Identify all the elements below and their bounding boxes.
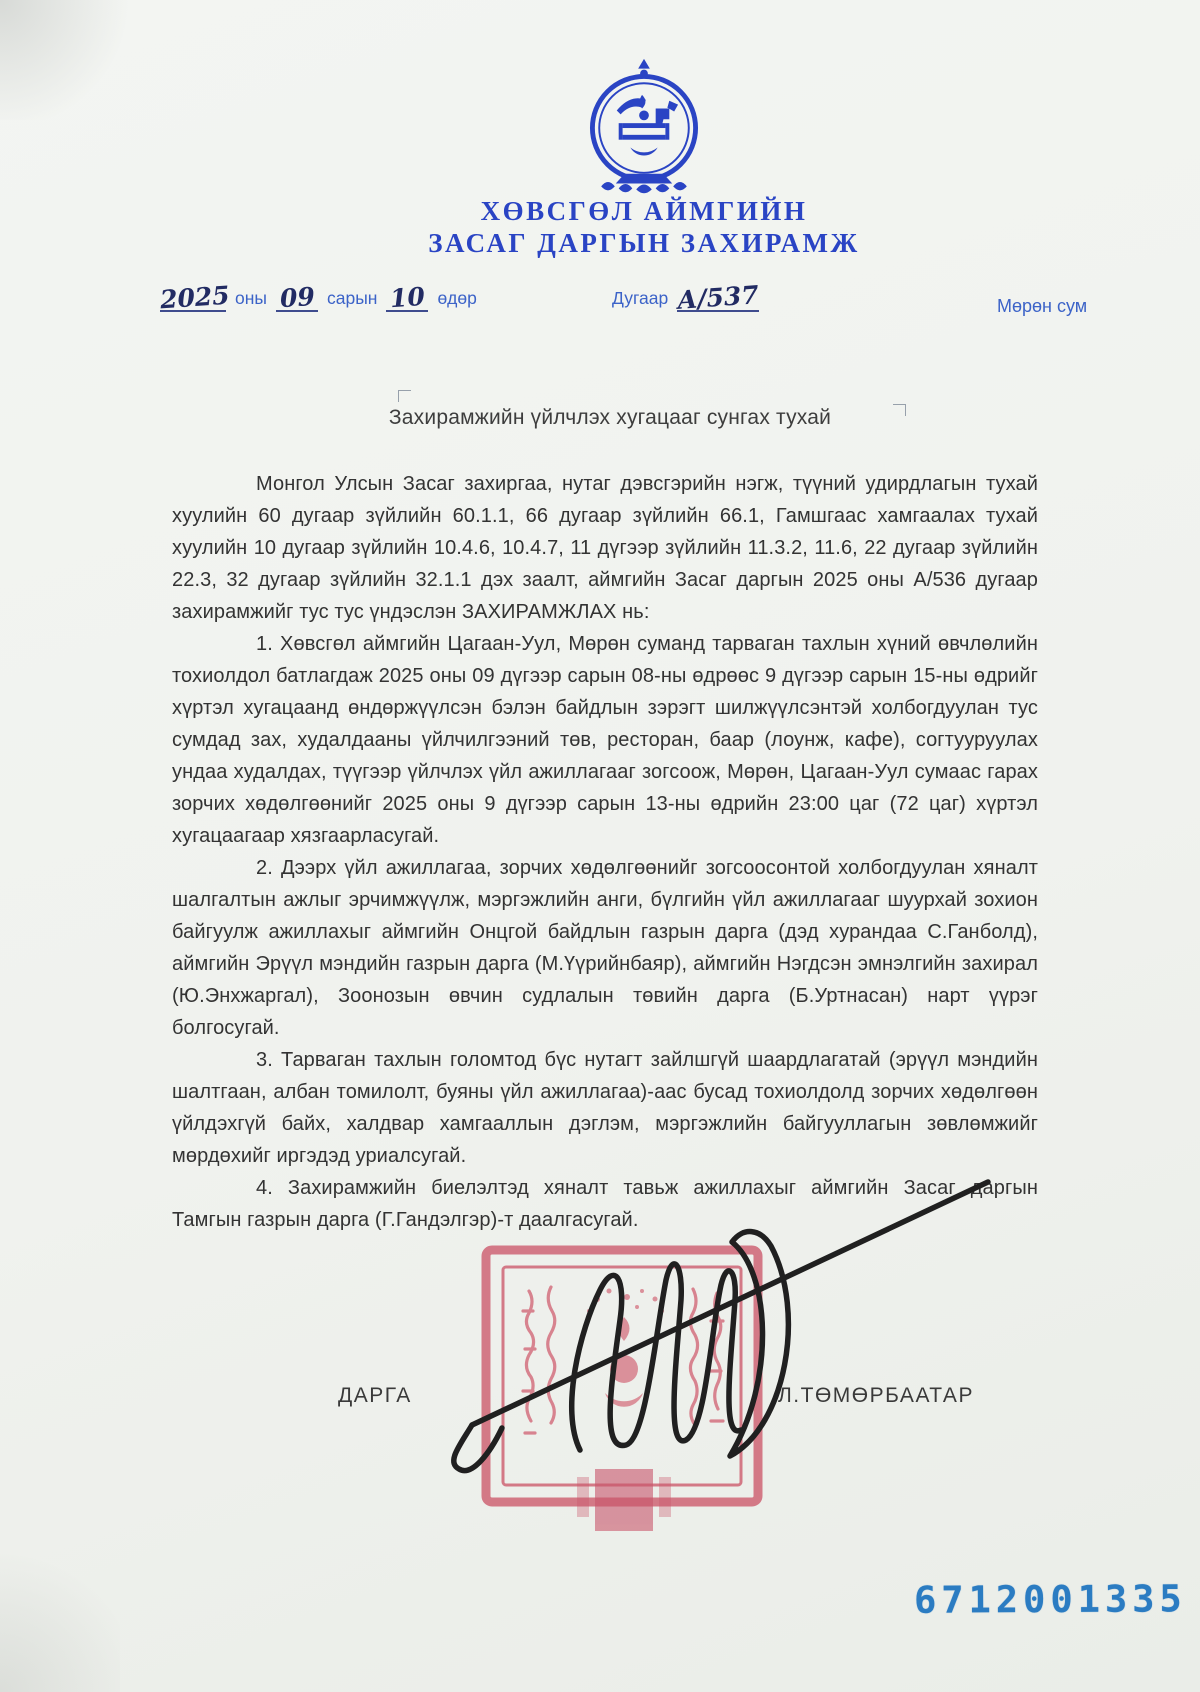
location-label: Мөрөн сум bbox=[997, 296, 1088, 316]
paragraph-item-3: 3. Тарваган тахлын голомтод бүс нутагт зайлшгүй шаардлагатай (эрүүл мэндийн шалтгаан, албан томилолт, буяны үйл ажиллагаа)-аас бусад тохиолдолд зорчих хөдөлгөөн үйлдэхгүй байх, халдвар хамгааллын дэглэм, мэргэжлийн байгууллагын зөвлөмжийг мөрдөхийг иргэдэд уриалсугай. bbox=[172, 1049, 1038, 1167]
year-value: 2025 bbox=[159, 280, 231, 315]
paragraph-item-2: 2. Дээрх үйл ажиллагаа, зорчих хөдөлгөөнийг зогсоосонтой холбогдуулан хяналт шалгалтын ажлыг эрчимжүүлж, мэргэжлийн анги, бүлгийн үйл ажиллагааг шуурхай зохион байгуулж ажиллахыг аймгийн Онцгой байдлын газрын дарга (дэд хурандаа С.Ганболд), аймгийн Эрүүл мэндийн газрын дарга (М.Үүрийнбаяр), аймгийн Нэгдсэн эмнэлгийн захирал (Ю.Энхжаргал), Зоонозын өвчин судлалын төвийн дарга (Б.Уртнасан) нарт үүрэг болгосугай. bbox=[172, 857, 1038, 1039]
title-corner-mark-left bbox=[398, 390, 411, 402]
day-value: 10 bbox=[386, 284, 428, 312]
handwritten-signature-ink-icon bbox=[430, 1150, 1010, 1485]
month-value: 09 bbox=[276, 284, 318, 312]
decree-body bbox=[172, 468, 1038, 1236]
paragraph-item-1: 1. Хөвсгөл аймгийн Цагаан-Уул, Мөрөн суманд тарваган тахлын хүний өвчлөлийн тохиолдол батлагдаж 2025 оны 09 дүгээр сарын 08-ны өдрөөс 9 дүгээр сарын 15-ны өдрийг хүртэл хугацаанд өндөржүүлсэн бэлэн байдлын зэрэгт шилжүүлсэнтэй холбогдуулан тус сумдад зах, худалдааны үйлчилгээний төв, ресторан, баар (лоунж, кафе), согтууруулах ундаа худалдах, түүгээр үйлчлэх үйл ажиллагааг зогсоож, Мөрөн, Цагаан-Уул сумаас гарах зорчих хөдөлгөөнийг 2025 оны 9 дүгээр сарын 13-ны өдрийн 23:00 цаг (72 цаг) хүртэл хугацаагаар хязгаарласугай. bbox=[172, 633, 1038, 847]
decree-number-line bbox=[612, 280, 760, 315]
day-label: өдөр bbox=[437, 288, 477, 308]
year-label: оны bbox=[235, 288, 267, 308]
org-name-line1: ХӨВСГӨЛ АЙМГИЙН bbox=[480, 196, 808, 226]
number-label: Дугаар bbox=[612, 288, 669, 308]
number-value: А/537 bbox=[676, 280, 760, 315]
date-line bbox=[159, 280, 477, 315]
registration-number-stamp: 6712001335 bbox=[913, 1577, 1187, 1622]
paragraph-item-4: 4. Захирамжийн биелэлтэд хяналт тавьж ажиллахыг аймгийн Засаг даргын Тамгын газрын дарга (Г.Гандэлгэр)-т даалгасугай. bbox=[172, 1177, 1038, 1231]
month-label: сарын bbox=[326, 288, 378, 308]
document-title: Захирамжийн үйлчлэх хугацааг сунгах тухай bbox=[388, 406, 832, 429]
paragraph-preamble: Монгол Улсын Засаг захиргаа, нутаг дэвсгэрийн нэгж, түүний удирдлагын тухай хуулийн 60 дугаар зүйлийн 60.1.1, 66 дугаар зүйлийн 66.1, Гамшгаас хамгаалах тухай хуулийн 10 дугаар зүйлийн 10.4.6, 10.4.7, 11 дүгээр зүйлийн 11.3.2, 11.6, 22 дугаар зүйлийн 22.3, 32 дугаар зүйлийн 32.1.1 дэх заалт, аймгийн Засаг даргын 2025 оны А/536 дугаар захирамжийг тус тус үндэслэн ЗАХИРАМЖЛАХ нь: bbox=[172, 473, 1038, 623]
mongolia-state-emblem-icon bbox=[44, 56, 1200, 202]
org-name-line2: ЗАСАГ ДАРГЫН ЗАХИРАМЖ bbox=[428, 228, 860, 258]
signer-name: Л.ТӨМӨРБААТАР bbox=[778, 1384, 974, 1407]
signer-position-label: ДАРГА bbox=[338, 1384, 412, 1407]
